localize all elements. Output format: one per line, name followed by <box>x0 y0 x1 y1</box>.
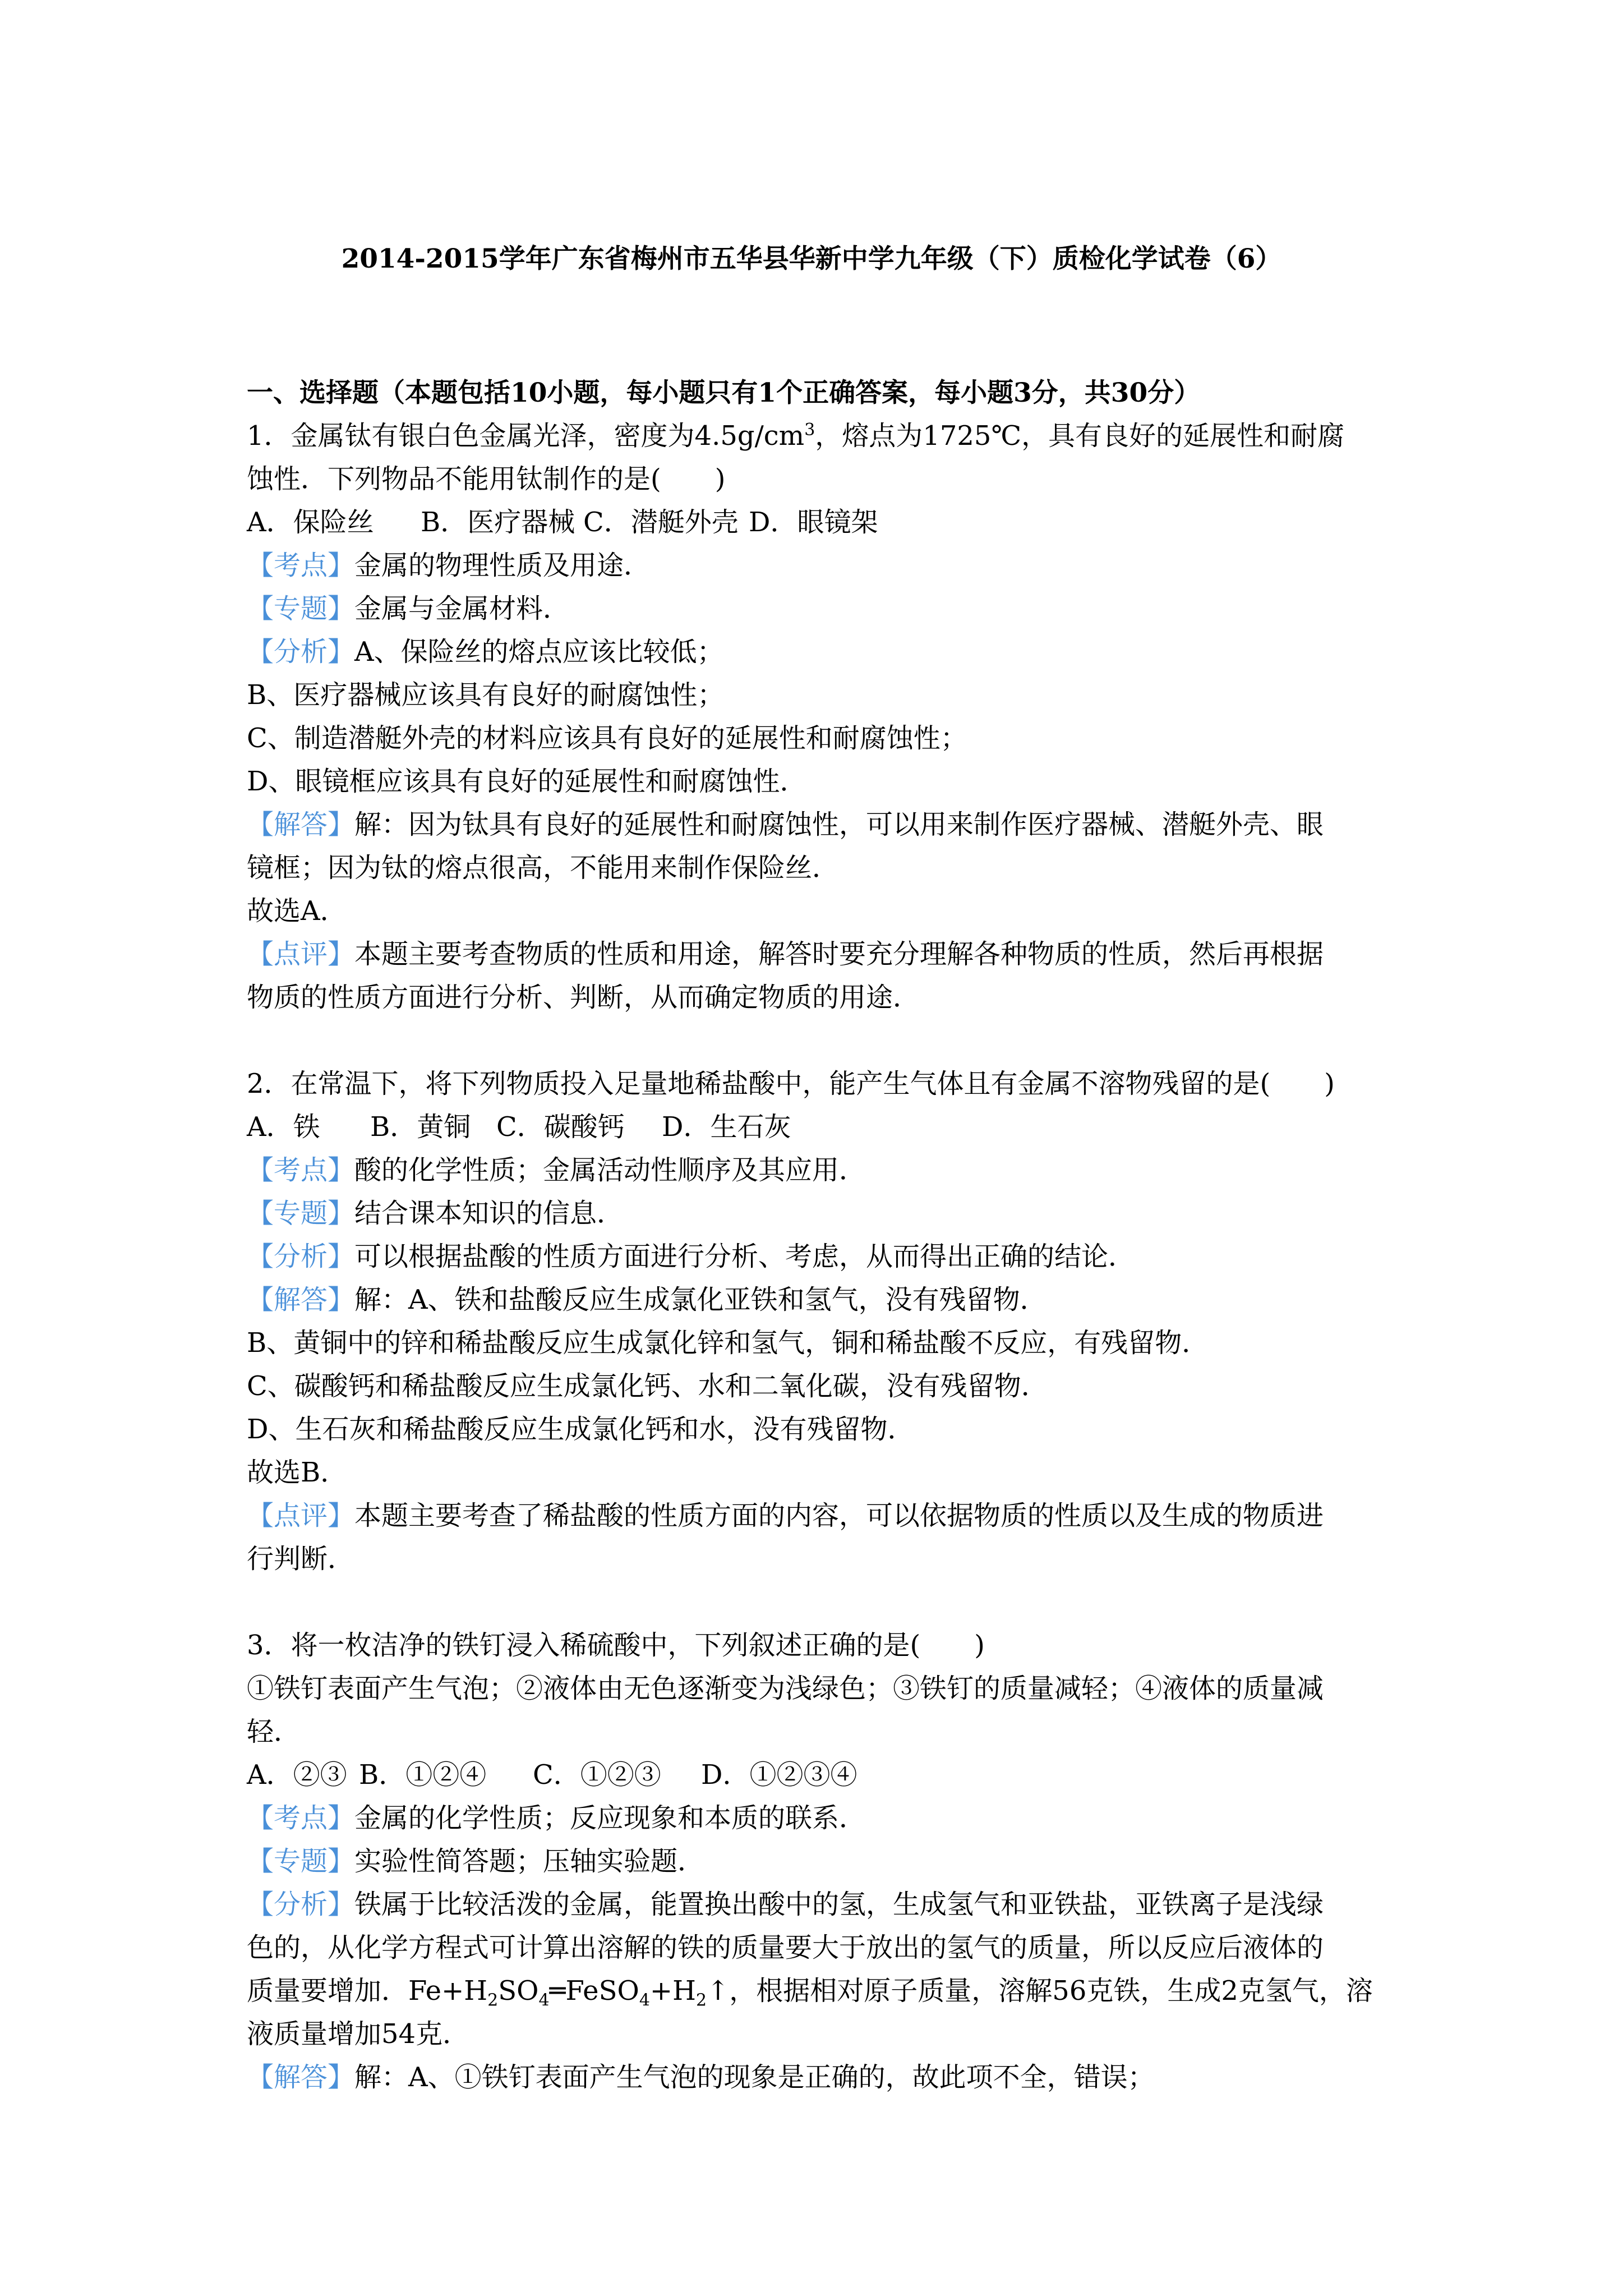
page-title: 2014-2015学年广东省梅州市五华县华新中学九年级（下）质检化学试卷（6） <box>341 243 1282 274</box>
q2-zhuanti-text: 结合课本知识的信息． <box>354 1198 624 1229</box>
q1-kaodian <box>247 544 1391 587</box>
fenxi-tag: 【分析】 <box>247 1889 355 1920</box>
q1-option-d: D．眼镜架 <box>749 507 878 538</box>
jieda-tag: 【解答】 <box>247 2062 355 2093</box>
q3-statements-line2: 轻． <box>247 1716 301 1747</box>
q2-jieda-line1: 解：A、铁和盐酸反应生成氯化亚铁和氢气，没有残留物． <box>354 1284 1047 1315</box>
q3-fenxi-line1: 铁属于比较活泼的金属，能置换出酸中的氢，生成氢气和亚铁盐，亚铁离子是浅绿 <box>354 1889 1324 1920</box>
kaodian-tag: 【考点】 <box>247 1154 355 1186</box>
jieda-tag: 【解答】 <box>247 809 355 840</box>
q1-dianping-line1: 本题主要考查物质的性质和用途，解答时要充分理解各种物质的性质，然后再根据 <box>354 938 1324 970</box>
q2-jieda-line4: D、生石灰和稀盐酸反应生成氯化钙和水，没有残留物． <box>247 1414 915 1445</box>
q3-equation-text-e: ↑，根据相对原子质量，溶解56克铁，生成2克氢气，溶 <box>707 1975 1373 2007</box>
q3-fenxi-line3 <box>247 1970 1391 2013</box>
q1-zhuanti <box>247 587 1391 631</box>
q3-zhuanti-text: 实验性简答题；压轴实验题． <box>354 1846 705 1877</box>
q1-fenxi-line2: B、医疗器械应该具有良好的耐腐蚀性； <box>247 679 725 711</box>
q1-fenxi <box>247 631 1391 674</box>
q1-jieda-line3: 故选A． <box>247 895 347 927</box>
q3-option-d: D．①②③④ <box>701 1759 857 1791</box>
q3-statements-line1: ①铁钉表面产生气泡；②液体由无色逐渐变为浅绿色；③铁钉的质量减轻；④液体的质量减 <box>247 1673 1324 1704</box>
q3-equation-sub3: 4 <box>639 1990 650 2010</box>
zhuanti-tag: 【专题】 <box>247 593 355 624</box>
q1-option-a: A．保险丝 <box>247 507 374 538</box>
q3-fenxi-line4: 液质量增加54克． <box>247 2018 470 2050</box>
kaodian-tag: 【考点】 <box>247 550 355 581</box>
q3-options <box>247 1754 1391 1797</box>
q2-jieda <box>247 1278 1391 1322</box>
q2-jieda-line2: B、黄铜中的锌和稀盐酸反应生成氯化锌和氢气，铜和稀盐酸不反应，有残留物． <box>247 1327 1209 1359</box>
q2-option-c: C．碳酸钙 <box>496 1111 625 1143</box>
q2-option-a: A．铁 <box>247 1111 320 1143</box>
q2-dianping-line1: 本题主要考查了稀盐酸的性质方面的内容，可以依据物质的性质以及生成的物质进 <box>354 1500 1324 1531</box>
q1-stem-text-a: 1．金属钛有银白色金属光泽，密度为4.5g/cm <box>247 420 805 452</box>
q2-jieda-line5: 故选B． <box>247 1457 348 1488</box>
q1-jieda-line1: 解：因为钛具有良好的延展性和耐腐蚀性，可以用来制作医疗器械、潜艇外壳、眼 <box>354 809 1324 840</box>
q3-equation-text-b: SO <box>498 1975 539 2007</box>
q2-dianping <box>247 1494 1391 1538</box>
q1-kaodian-text: 金属的物理性质及用途． <box>354 550 651 581</box>
zhuanti-tag: 【专题】 <box>247 1198 355 1229</box>
q3-equation-text-c: ═FeSO <box>549 1975 639 2007</box>
q2-option-d: D．生石灰 <box>662 1111 791 1143</box>
q1-option-c: C．潜艇外壳 <box>583 507 739 538</box>
q1-fenxi-line3: C、制造潜艇外壳的材料应该具有良好的延展性和耐腐蚀性； <box>247 723 967 754</box>
section-heading: 一、选择题（本题包括10小题，每小题只有1个正确答案，每小题3分，共30分） <box>247 378 1201 408</box>
q2-fenxi-text: 可以根据盐酸的性质方面进行分析、考虑，从而得出正确的结论． <box>354 1241 1136 1272</box>
q2-kaodian-text: 酸的化学性质；金属活动性顺序及其应用． <box>354 1154 866 1186</box>
jieda-tag: 【解答】 <box>247 1284 355 1315</box>
q2-stem: 2．在常温下，将下列物质投入足量地稀盐酸中，能产生气体且有金属不溶物残留的是( ) <box>247 1068 1335 1099</box>
q3-stem: 3．将一枚洁净的铁钉浸入稀硫酸中，下列叙述正确的是( ) <box>247 1630 985 1661</box>
q1-options <box>247 501 1391 544</box>
q3-jieda <box>247 2056 1391 2099</box>
q1-stem-line2: 蚀性．下列物品不能用钛制作的是( ) <box>247 463 726 495</box>
q3-equation-sub2: 4 <box>538 1990 550 2010</box>
q3-equation-sub4: 2 <box>695 1990 707 2010</box>
q3-fenxi-line2: 色的，从化学方程式可计算出溶解的铁的质量要大于放出的氢气的质量，所以反应后液体的 <box>247 1932 1324 1963</box>
q3-option-b: B．①②④ <box>359 1759 487 1791</box>
q3-option-a: A．②③ <box>247 1759 347 1791</box>
q1-jieda-line2: 镜框；因为钛的熔点很高，不能用来制作保险丝． <box>247 852 840 884</box>
q1-stem-text-b: ，熔点为1725℃，具有良好的延展性和耐腐 <box>815 420 1345 452</box>
q3-kaodian-text: 金属的化学性质；反应现象和本质的联系． <box>354 1802 866 1834</box>
q3-equation-text-d: +H <box>649 1975 696 2007</box>
q2-zhuanti <box>247 1192 1391 1235</box>
q1-jieda <box>247 803 1391 846</box>
spacer <box>247 1581 1391 1624</box>
q3-option-c: C．①②③ <box>533 1759 661 1791</box>
q2-kaodian <box>247 1149 1391 1192</box>
q3-fenxi <box>247 1883 1391 1926</box>
kaodian-tag: 【考点】 <box>247 1802 355 1834</box>
q2-jieda-line3: C、碳酸钙和稀盐酸反应生成氯化钙、水和二氧化碳，没有残留物． <box>247 1370 1048 1402</box>
q1-dianping-line2: 物质的性质方面进行分析、判断，从而确定物质的用途． <box>247 982 920 1013</box>
q1-fenxi-line4: D、眼镜框应该具有良好的延展性和耐腐蚀性． <box>247 766 807 797</box>
fenxi-tag: 【分析】 <box>247 636 355 668</box>
spacer <box>247 1019 1391 1062</box>
q1-stem-line1 <box>247 415 1391 458</box>
q3-kaodian <box>247 1797 1391 1840</box>
q3-equation-sub1: 2 <box>487 1990 499 2010</box>
q2-options <box>247 1106 1391 1149</box>
q2-fenxi <box>247 1235 1391 1278</box>
q1-fenxi-line1: A、保险丝的熔点应该比较低； <box>354 636 724 668</box>
q2-dianping-line2: 行判断． <box>247 1543 355 1575</box>
fenxi-tag: 【分析】 <box>247 1241 355 1272</box>
q3-equation-text-a: 质量要增加．Fe+H <box>247 1975 488 2007</box>
q2-option-b: B．黄铜 <box>370 1111 471 1143</box>
dianping-tag: 【点评】 <box>247 1500 355 1531</box>
q1-dianping <box>247 933 1391 976</box>
q1-option-b: B．医疗器械 <box>421 507 575 538</box>
dianping-tag: 【点评】 <box>247 938 355 970</box>
q1-stem-superscript: 3 <box>804 420 815 440</box>
q3-zhuanti <box>247 1840 1391 1883</box>
q3-jieda-line1: 解：A、①铁钉表面产生气泡的现象是正确的，故此项不全，错误； <box>354 2062 1155 2093</box>
zhuanti-tag: 【专题】 <box>247 1846 355 1877</box>
document-content <box>247 371 1391 2099</box>
q1-zhuanti-text: 金属与金属材料． <box>354 593 570 624</box>
